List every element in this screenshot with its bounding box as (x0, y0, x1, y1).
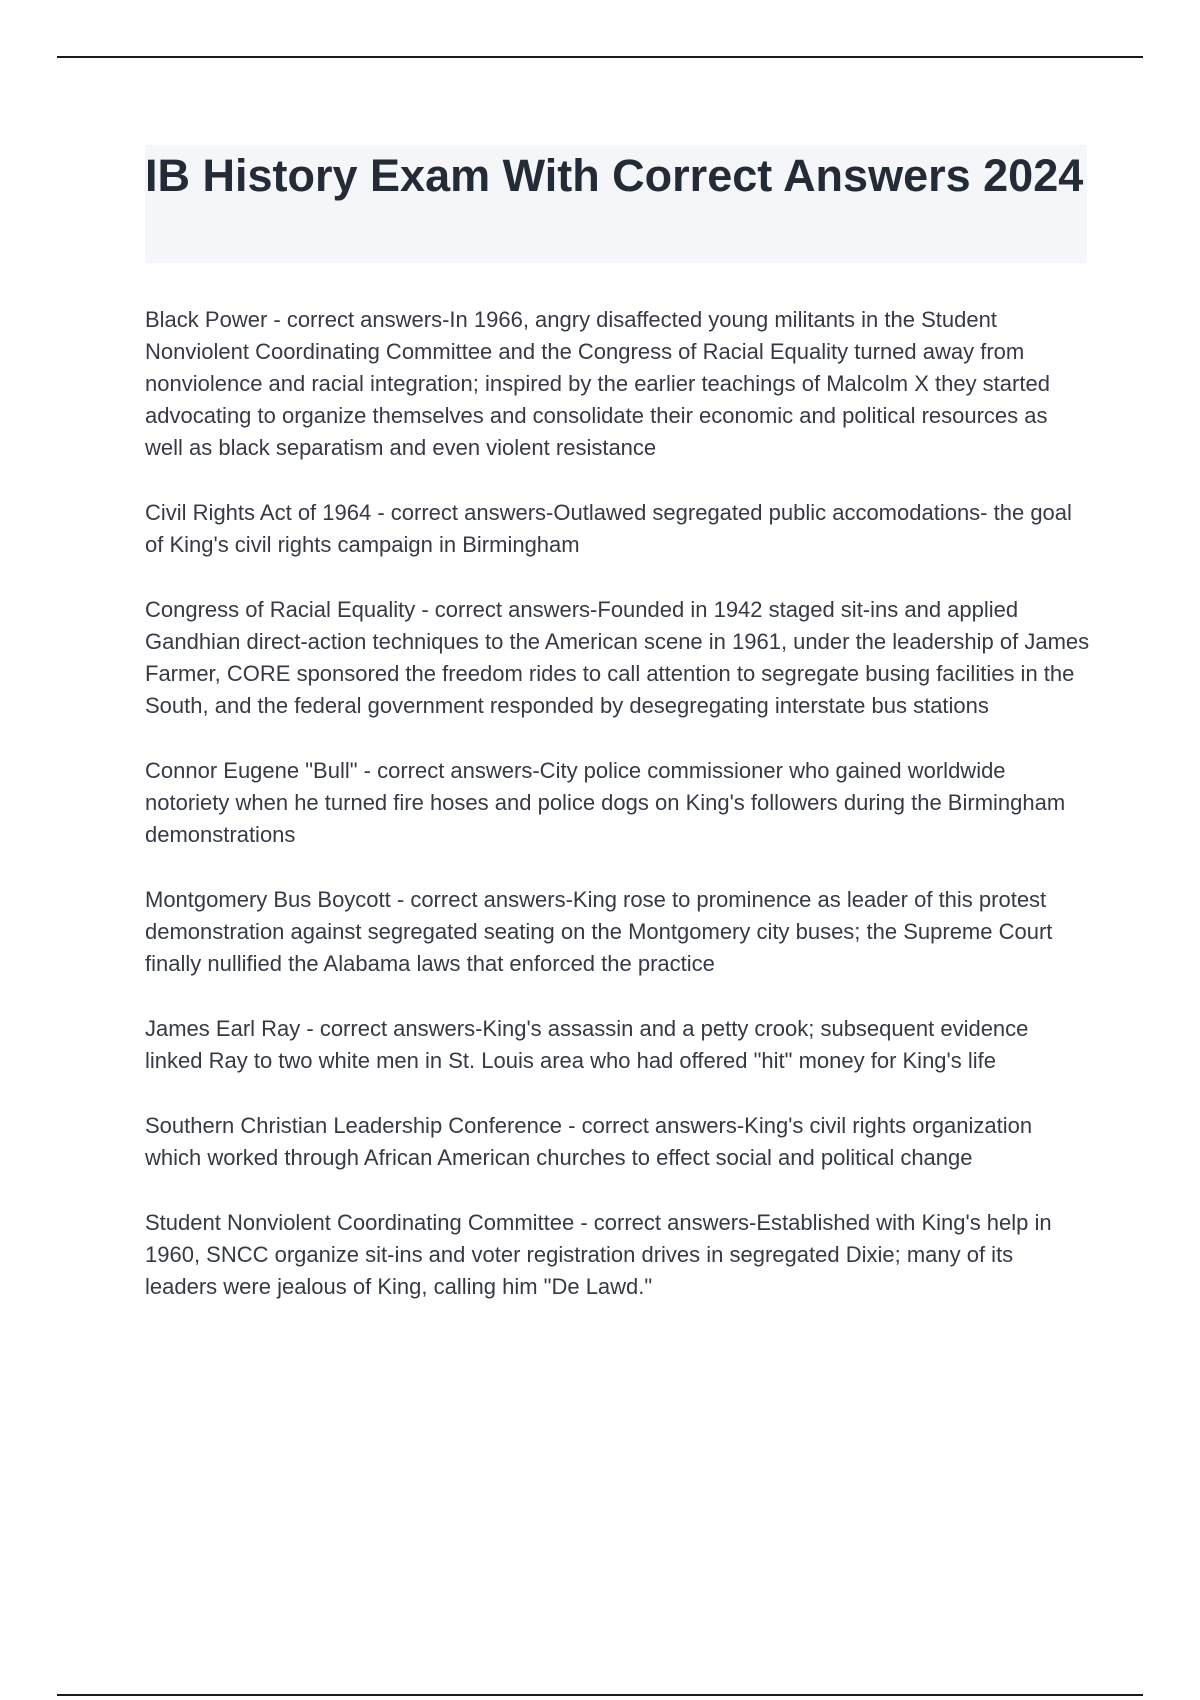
bottom-divider (57, 1694, 1143, 1696)
qa-entry-civil-rights-act: Civil Rights Act of 1964 - correct answers-Outlawed segregated public accomodations- the goal of King's civil rights campaign in Birmingham (145, 500, 1072, 557)
qa-entry-core: Congress of Racial Equality - correct answers-Founded in 1942 staged sit-ins and applied Gandhian direct-action techniques to the American scene in 1961, under the leadership of James Farmer, CORE sponsored the freedom rides to call attention to segregate busing facilities in the South, and the federal government responded by desegregating interstate bus stations (145, 597, 1090, 718)
qa-list (145, 304, 1090, 1336)
top-divider (57, 56, 1143, 58)
qa-entry-montgomery-boycott: Montgomery Bus Boycott - correct answers-King rose to prominence as leader of this protest demonstration against segregated seating on the Montgomery city buses; the Supreme Court finally nullified the Alabama laws that enforced the practice (145, 887, 1053, 976)
qa-entry-james-earl-ray: James Earl Ray - correct answers-King's assassin and a petty crook; subsequent evidence linked Ray to two white men in St. Louis area who had offered "hit" money for King's life (145, 1016, 1029, 1073)
qa-entry-sclc: Southern Christian Leadership Conference - correct answers-King's civil rights organization which worked through African American churches to effect social and political change (145, 1113, 1033, 1170)
qa-entry-sncc: Student Nonviolent Coordinating Committee - correct answers-Established with King's help in 1960, SNCC organize sit-ins and voter registration drives in segregated Dixie; many of its leaders were jealous of King, calling him "De Lawd." (145, 1210, 1052, 1299)
qa-entry-black-power: Black Power - correct answers-In 1966, angry disaffected young militants in the Student Nonviolent Coordinating Committee and the Congress of Racial Equality turned away from nonviolence and racial integration; inspired by the earlier teachings of Malcolm X they started advocating to organize themselves and consolidate their economic and political resources as well as black separatism and even violent resistance (145, 307, 1050, 460)
page-title: IB History Exam With Correct Answers 2024 (145, 150, 1084, 201)
title-banner (145, 145, 1087, 263)
qa-entry-bull-connor: Connor Eugene "Bull" - correct answers-City police commissioner who gained worldwide notoriety when he turned fire hoses and police dogs on King's followers during the Birmingham demonstrations (145, 758, 1066, 847)
